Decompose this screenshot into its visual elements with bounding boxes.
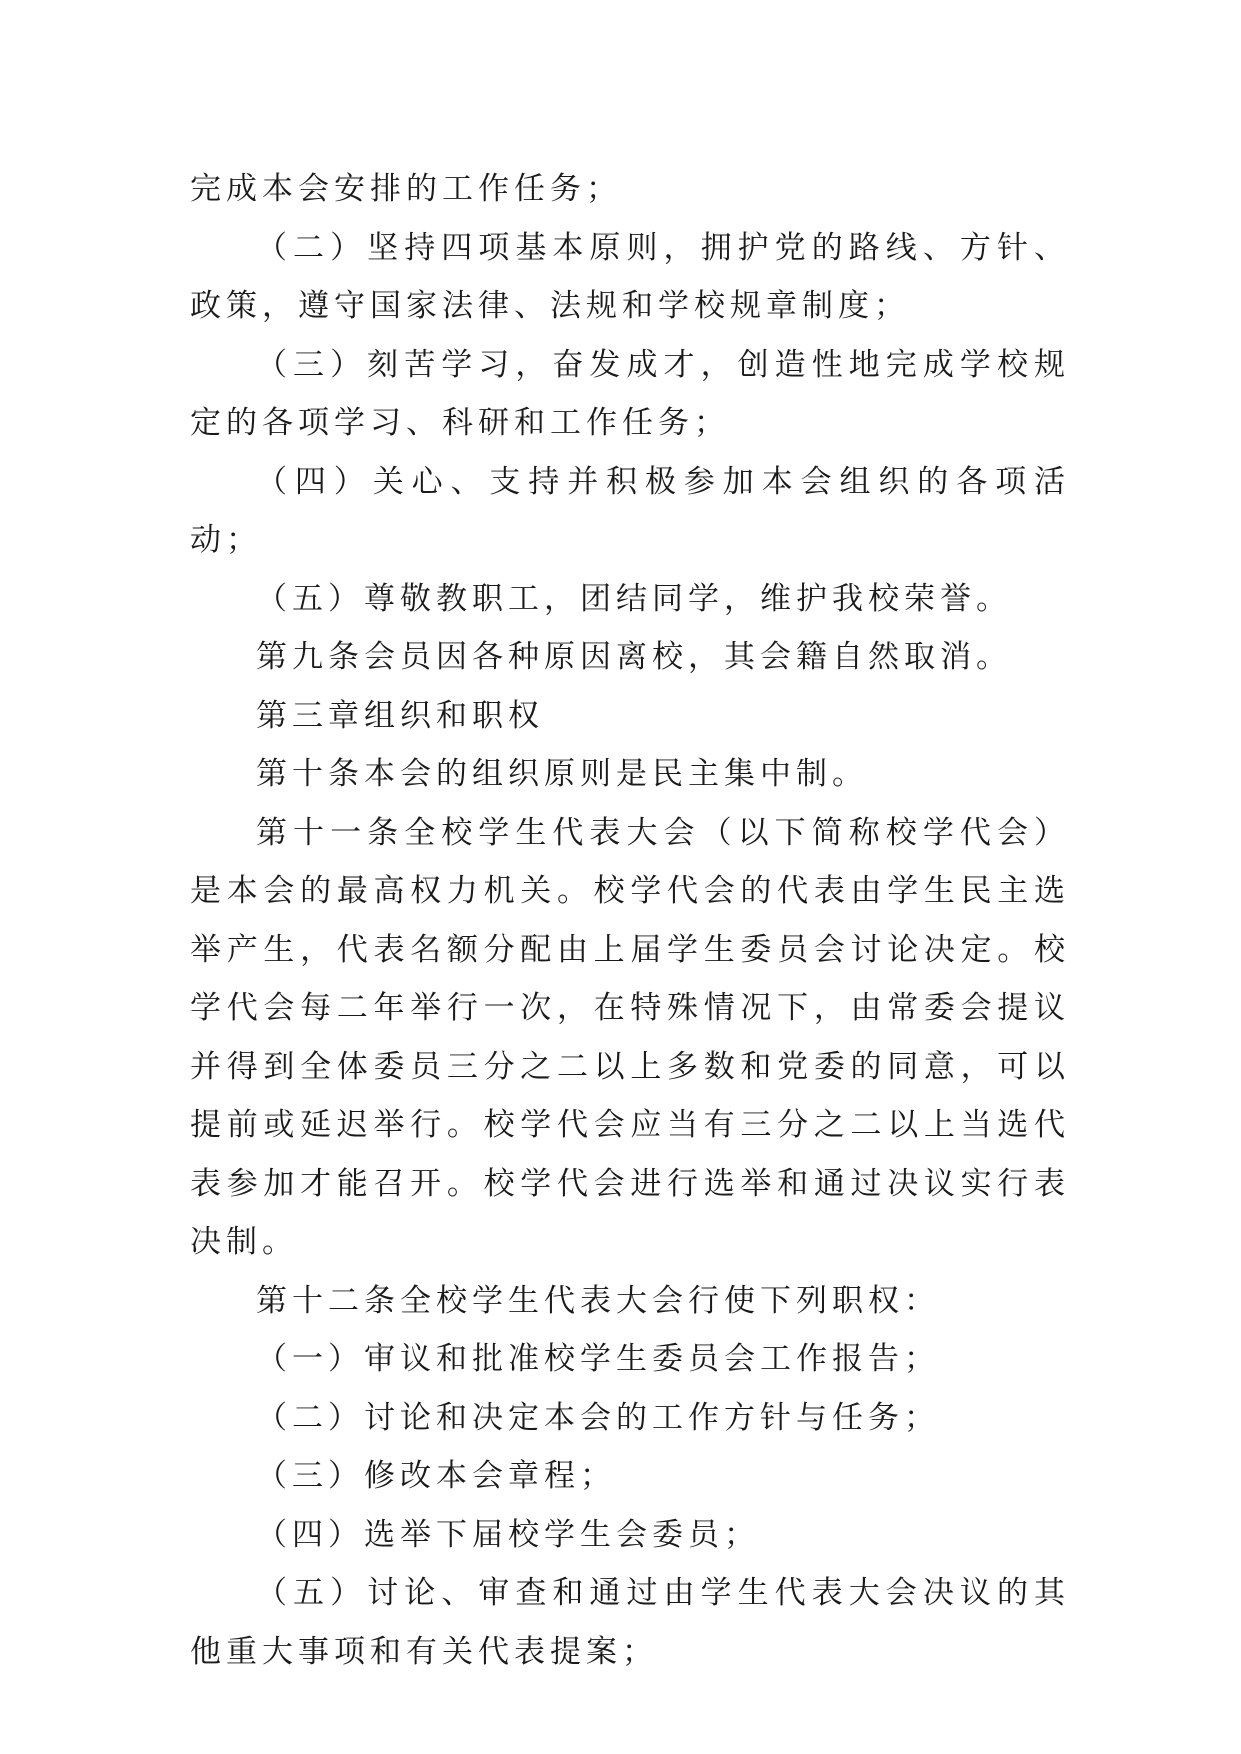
document-body — [190, 160, 1070, 1681]
article-12-item-1: （一）审议和批准校学生委员会工作报告； — [256, 1341, 940, 1377]
article-11: 第十一条全校学生代表大会（以下简称校学代会）是本会的最高权力机关。校学代会的代表由学生民主选举产生，代表名额分配由上届学生委员会讨论决定。校学代会每二年举行一次，在特殊情况下，由常委会提议并得到全体委员三分之二以上多数和党委的同意，可以提前或延迟举行。校学代会应当有三分之二以上当选代表参加才能召开。校学代会进行选举和通过决议实行表决制。 — [190, 814, 1070, 1260]
paragraph-5: （五）尊敬教职工，团结同学，维护我校荣誉。 — [256, 580, 1012, 617]
article-9: 第九条会员因各种原因离校，其会籍自然取消。 — [256, 639, 1012, 675]
article-12-item-5: （五）讨论、审查和通过由学生代表大会决议的其他重大事项和有关代表提案； — [190, 1575, 1070, 1670]
article-12-item-3: （三）修改本会章程； — [256, 1458, 616, 1494]
paragraph-1: 完成本会安排的工作任务； — [190, 171, 622, 207]
paragraph-3: （三）刻苦学习，奋发成才，创造性地完成学校规定的各项学习、科研和工作任务； — [190, 346, 1070, 441]
article-12: 第十二条全校学生代表大会行使下列职权： — [256, 1282, 940, 1319]
chapter-3-heading: 第三章组织和职权 — [256, 697, 544, 734]
article-12-item-2: （二）讨论和决定本会的工作方针与任务； — [256, 1399, 940, 1436]
paragraph-2: （二）坚持四项基本原则，拥护党的路线、方针、政策，遵守国家法律、法规和学校规章制度； — [190, 229, 1070, 324]
paragraph-4: （四）关心、支持并积极参加本会组织的各项活动； — [190, 463, 1070, 558]
article-10: 第十条本会的组织原则是民主集中制。 — [256, 756, 868, 792]
article-12-item-4: （四）选举下届校学生会委员； — [256, 1516, 760, 1553]
